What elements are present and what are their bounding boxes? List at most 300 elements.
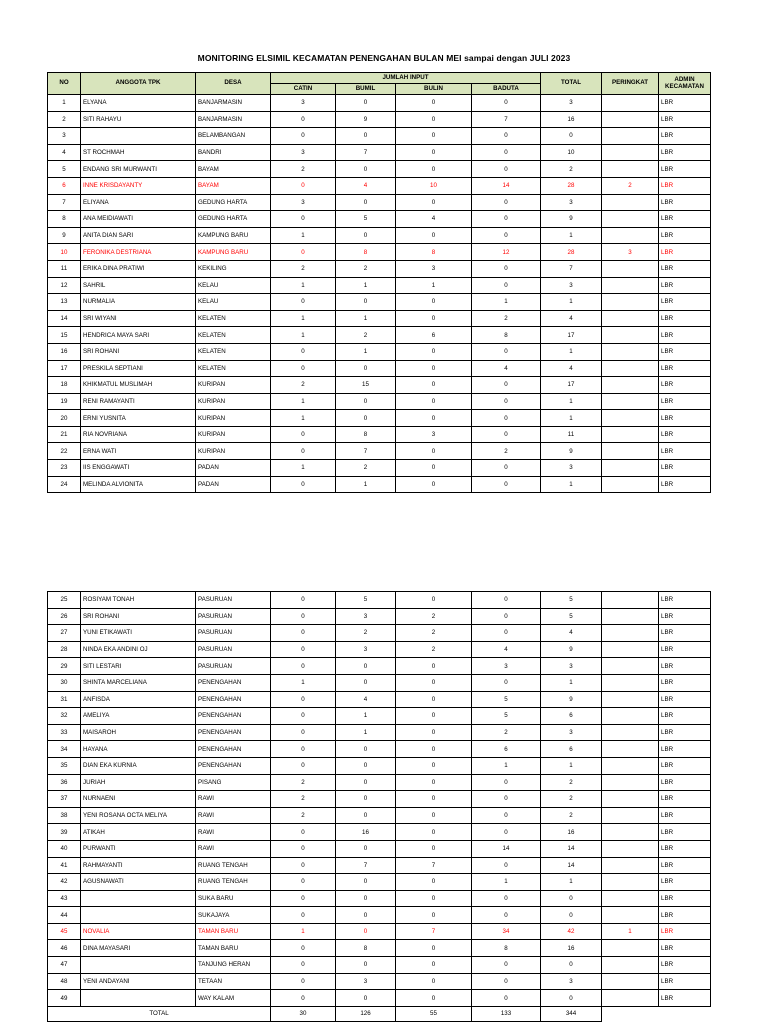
row-baduta: 1: [472, 874, 541, 891]
row-nama: ERNA WATI: [81, 443, 196, 460]
row-desa: RAWI: [196, 824, 271, 841]
row-nama: RAHMAYANTI: [81, 857, 196, 874]
row-total: 0: [541, 128, 602, 145]
row-catin: 0: [271, 443, 336, 460]
row-desa: TAMAN BARU: [196, 923, 271, 940]
row-nama: ATIKAH: [81, 824, 196, 841]
row-nama: NOVALIA: [81, 923, 196, 940]
row-nama: ANFISDA: [81, 691, 196, 708]
row-nama: JURIAH: [81, 774, 196, 791]
row-bulin: 0: [396, 874, 472, 891]
row-catin: 0: [271, 708, 336, 725]
row-bumil: 0: [336, 840, 396, 857]
row-bumil: 0: [336, 95, 396, 112]
row-catin: 1: [271, 393, 336, 410]
row-nama: ST ROCHMAH: [81, 144, 196, 161]
table-row: [48, 691, 711, 708]
row-bumil: 8: [336, 426, 396, 443]
row-catin: 1: [271, 674, 336, 691]
table-body-page1: [48, 95, 711, 493]
row-desa: TANJUNG HERAN: [196, 957, 271, 974]
row-desa: BAYAM: [196, 177, 271, 194]
row-bumil: 0: [336, 890, 396, 907]
row-baduta: 14: [472, 840, 541, 857]
row-desa: KURIPAN: [196, 393, 271, 410]
row-desa: PASURUAN: [196, 625, 271, 642]
row-peringkat: [602, 144, 659, 161]
table-row: [48, 294, 711, 311]
row-admin: LBR: [659, 111, 711, 128]
row-desa: BANJARMASIN: [196, 95, 271, 112]
header-desa: DESA: [196, 73, 271, 95]
row-admin: LBR: [659, 377, 711, 394]
row-no: 1: [48, 95, 81, 112]
row-nama: IIS ENGGAWATI: [81, 460, 196, 477]
row-bulin: 0: [396, 708, 472, 725]
row-total: 0: [541, 957, 602, 974]
row-desa: KURIPAN: [196, 377, 271, 394]
row-nama: [81, 890, 196, 907]
table-row: [48, 310, 711, 327]
row-peringkat: [602, 310, 659, 327]
row-nama: KHIKMATUL MUSLIMAH: [81, 377, 196, 394]
monitoring-table-page1: [47, 72, 711, 493]
row-peringkat: [602, 377, 659, 394]
row-admin: LBR: [659, 973, 711, 990]
row-nama: DIAN EKA KURNIA: [81, 757, 196, 774]
header-total: TOTAL: [541, 73, 602, 95]
row-desa: WAY KALAM: [196, 990, 271, 1007]
row-total: 1: [541, 874, 602, 891]
row-total: 16: [541, 824, 602, 841]
row-bulin: 0: [396, 95, 472, 112]
row-bulin: 0: [396, 360, 472, 377]
row-baduta: 0: [472, 393, 541, 410]
row-catin: 0: [271, 857, 336, 874]
row-desa: BAYAM: [196, 161, 271, 178]
row-bumil: 5: [336, 211, 396, 228]
table-row: [48, 410, 711, 427]
row-catin: 0: [271, 343, 336, 360]
row-bumil: 0: [336, 741, 396, 758]
header-catin: CATIN: [271, 84, 336, 95]
row-peringkat: [602, 211, 659, 228]
row-admin: LBR: [659, 294, 711, 311]
row-baduta: 0: [472, 460, 541, 477]
row-nama: [81, 907, 196, 924]
row-baduta: 2: [472, 443, 541, 460]
row-no: 32: [48, 708, 81, 725]
row-bulin: 0: [396, 890, 472, 907]
total-total: 344: [541, 1006, 602, 1021]
table-row: [48, 211, 711, 228]
row-baduta: 3: [472, 658, 541, 675]
row-admin: LBR: [659, 774, 711, 791]
row-no: 8: [48, 211, 81, 228]
row-nama: INNE KRISDAYANTY: [81, 177, 196, 194]
row-baduta: 0: [472, 592, 541, 609]
row-bumil: 7: [336, 144, 396, 161]
row-baduta: 0: [472, 990, 541, 1007]
row-baduta: 5: [472, 691, 541, 708]
table-row: [48, 128, 711, 145]
row-desa: GEDUNG HARTA: [196, 211, 271, 228]
table-row: [48, 874, 711, 891]
row-no: 13: [48, 294, 81, 311]
row-total: 7: [541, 260, 602, 277]
row-baduta: 0: [472, 476, 541, 493]
row-peringkat: [602, 95, 659, 112]
row-catin: 0: [271, 360, 336, 377]
row-bulin: 0: [396, 774, 472, 791]
table-row: [48, 95, 711, 112]
row-nama: RENI RAMAYANTI: [81, 393, 196, 410]
row-desa: PENENGAHAN: [196, 691, 271, 708]
row-desa: SUKAJAYA: [196, 907, 271, 924]
row-peringkat: [602, 161, 659, 178]
row-peringkat: [602, 940, 659, 957]
row-catin: 1: [271, 923, 336, 940]
row-total: 4: [541, 625, 602, 642]
row-nama: HAYANA: [81, 741, 196, 758]
row-total: 2: [541, 791, 602, 808]
row-bulin: 0: [396, 294, 472, 311]
row-peringkat: [602, 907, 659, 924]
row-admin: LBR: [659, 95, 711, 112]
row-bumil: 2: [336, 327, 396, 344]
document-title: MONITORING ELSIMIL KECAMATAN PENENGAHAN BULAN MEI sampai dengan JULI 2023: [197, 53, 571, 63]
row-peringkat: [602, 957, 659, 974]
row-nama: YUNI ETIKAWATI: [81, 625, 196, 642]
table-row: [48, 724, 711, 741]
header-peringkat: PERINGKAT: [602, 73, 659, 95]
row-peringkat: [602, 774, 659, 791]
row-peringkat: 2: [602, 177, 659, 194]
row-no: 42: [48, 874, 81, 891]
row-admin: LBR: [659, 194, 711, 211]
row-no: 20: [48, 410, 81, 427]
row-catin: 0: [271, 741, 336, 758]
row-no: 24: [48, 476, 81, 493]
row-bulin: 8: [396, 244, 472, 261]
row-admin: LBR: [659, 128, 711, 145]
row-bumil: 0: [336, 757, 396, 774]
row-baduta: 0: [472, 791, 541, 808]
row-baduta: 0: [472, 194, 541, 211]
row-bumil: 1: [336, 476, 396, 493]
row-admin: LBR: [659, 443, 711, 460]
row-peringkat: [602, 641, 659, 658]
row-no: 3: [48, 128, 81, 145]
row-no: 19: [48, 393, 81, 410]
row-baduta: 0: [472, 824, 541, 841]
header-bulin: BULIN: [396, 84, 472, 95]
row-bulin: 2: [396, 641, 472, 658]
row-admin: LBR: [659, 244, 711, 261]
row-total: 0: [541, 907, 602, 924]
row-nama: NURMALIA: [81, 294, 196, 311]
row-nama: RIA NOVRIANA: [81, 426, 196, 443]
row-bumil: 0: [336, 874, 396, 891]
row-bumil: 7: [336, 443, 396, 460]
row-peringkat: [602, 857, 659, 874]
row-bumil: 0: [336, 791, 396, 808]
row-nama: SITI RAHAYU: [81, 111, 196, 128]
row-baduta: 0: [472, 807, 541, 824]
row-bumil: 0: [336, 410, 396, 427]
row-desa: RAWI: [196, 840, 271, 857]
row-catin: 2: [271, 807, 336, 824]
row-bumil: 0: [336, 674, 396, 691]
row-baduta: 5: [472, 708, 541, 725]
row-total: 28: [541, 177, 602, 194]
row-baduta: 0: [472, 907, 541, 924]
row-bulin: 0: [396, 691, 472, 708]
row-total: 2: [541, 807, 602, 824]
row-desa: RUANG TENGAH: [196, 874, 271, 891]
row-no: 2: [48, 111, 81, 128]
row-bulin: 6: [396, 327, 472, 344]
row-bumil: 3: [336, 641, 396, 658]
row-admin: LBR: [659, 211, 711, 228]
row-bumil: 3: [336, 973, 396, 990]
row-total: 3: [541, 724, 602, 741]
row-nama: NURNAENI: [81, 791, 196, 808]
row-total: 1: [541, 393, 602, 410]
table-row: [48, 144, 711, 161]
row-total: 1: [541, 294, 602, 311]
row-bulin: 2: [396, 608, 472, 625]
row-desa: PASURUAN: [196, 592, 271, 609]
row-no: 31: [48, 691, 81, 708]
row-admin: LBR: [659, 426, 711, 443]
table-row: [48, 277, 711, 294]
row-nama: FERONIKA DESTRIANA: [81, 244, 196, 261]
row-baduta: 0: [472, 674, 541, 691]
row-total: 1: [541, 674, 602, 691]
row-peringkat: [602, 194, 659, 211]
row-total: 4: [541, 360, 602, 377]
row-no: 22: [48, 443, 81, 460]
row-admin: LBR: [659, 161, 711, 178]
row-bulin: 7: [396, 857, 472, 874]
row-total: 0: [541, 990, 602, 1007]
row-bulin: 7: [396, 923, 472, 940]
row-total: 42: [541, 923, 602, 940]
row-admin: LBR: [659, 658, 711, 675]
row-total: 1: [541, 410, 602, 427]
row-no: 16: [48, 343, 81, 360]
row-bumil: 2: [336, 625, 396, 642]
row-no: 29: [48, 658, 81, 675]
table-row: [48, 824, 711, 841]
row-baduta: 0: [472, 260, 541, 277]
row-total: 9: [541, 641, 602, 658]
table-row: [48, 840, 711, 857]
row-bumil: 0: [336, 957, 396, 974]
row-bumil: 9: [336, 111, 396, 128]
row-bumil: 0: [336, 161, 396, 178]
row-peringkat: [602, 990, 659, 1007]
row-baduta: 4: [472, 360, 541, 377]
table-row: [48, 990, 711, 1007]
row-no: 39: [48, 824, 81, 841]
row-total: 14: [541, 840, 602, 857]
row-catin: 0: [271, 177, 336, 194]
table-row: [48, 426, 711, 443]
row-desa: RAWI: [196, 791, 271, 808]
row-total: 9: [541, 211, 602, 228]
table-row: [48, 476, 711, 493]
header-baduta: BADUTA: [472, 84, 541, 95]
row-bulin: 0: [396, 840, 472, 857]
table-body-page2: [48, 592, 711, 1007]
row-no: 46: [48, 940, 81, 957]
row-admin: LBR: [659, 177, 711, 194]
table-row: [48, 907, 711, 924]
row-admin: LBR: [659, 741, 711, 758]
row-no: 33: [48, 724, 81, 741]
row-desa: SUKA BARU: [196, 890, 271, 907]
row-nama: NINDA EKA ANDINI OJ: [81, 641, 196, 658]
row-peringkat: [602, 890, 659, 907]
row-peringkat: [602, 460, 659, 477]
row-bulin: 0: [396, 443, 472, 460]
row-bulin: 0: [396, 410, 472, 427]
row-peringkat: [602, 658, 659, 675]
row-catin: 1: [271, 227, 336, 244]
row-no: 18: [48, 377, 81, 394]
row-bulin: 0: [396, 592, 472, 609]
total-row: [48, 1006, 711, 1021]
row-peringkat: [602, 426, 659, 443]
row-no: 37: [48, 791, 81, 808]
row-admin: LBR: [659, 227, 711, 244]
row-peringkat: [602, 443, 659, 460]
row-catin: 0: [271, 691, 336, 708]
row-desa: PADAN: [196, 460, 271, 477]
row-no: 41: [48, 857, 81, 874]
row-admin: LBR: [659, 327, 711, 344]
row-bulin: 0: [396, 111, 472, 128]
row-catin: 1: [271, 460, 336, 477]
table-row: [48, 708, 711, 725]
row-bumil: 2: [336, 260, 396, 277]
row-admin: LBR: [659, 625, 711, 642]
row-desa: KAMPUNG BARU: [196, 227, 271, 244]
row-total: 0: [541, 890, 602, 907]
row-nama: SITI LESTARI: [81, 658, 196, 675]
table-row: [48, 161, 711, 178]
row-no: 26: [48, 608, 81, 625]
row-baduta: 0: [472, 227, 541, 244]
row-desa: KELAU: [196, 277, 271, 294]
row-catin: 0: [271, 973, 336, 990]
row-admin: LBR: [659, 144, 711, 161]
row-baduta: 8: [472, 940, 541, 957]
row-bulin: 0: [396, 128, 472, 145]
row-nama: SRI ROHANI: [81, 343, 196, 360]
row-catin: 0: [271, 476, 336, 493]
row-bumil: 5: [336, 592, 396, 609]
row-nama: AGUSNAWATI: [81, 874, 196, 891]
row-desa: PENENGAHAN: [196, 674, 271, 691]
row-bulin: 0: [396, 973, 472, 990]
row-total: 1: [541, 757, 602, 774]
row-bulin: 0: [396, 741, 472, 758]
row-total: 3: [541, 973, 602, 990]
row-total: 28: [541, 244, 602, 261]
table-row: [48, 592, 711, 609]
row-no: 28: [48, 641, 81, 658]
row-bulin: 1: [396, 277, 472, 294]
row-admin: LBR: [659, 990, 711, 1007]
row-desa: PENENGAHAN: [196, 708, 271, 725]
row-catin: 0: [271, 940, 336, 957]
row-nama: ELIYANA: [81, 194, 196, 211]
row-desa: PENENGAHAN: [196, 724, 271, 741]
row-bulin: 0: [396, 476, 472, 493]
row-total: 16: [541, 940, 602, 957]
row-baduta: 8: [472, 327, 541, 344]
row-admin: LBR: [659, 857, 711, 874]
row-catin: 0: [271, 592, 336, 609]
row-nama: ENDANG SRI MURWANTI: [81, 161, 196, 178]
table-row: [48, 641, 711, 658]
row-total: 9: [541, 443, 602, 460]
row-catin: 0: [271, 824, 336, 841]
row-nama: ANITA DIAN SARI: [81, 227, 196, 244]
row-bumil: 0: [336, 393, 396, 410]
row-bumil: 0: [336, 294, 396, 311]
total-baduta: 133: [472, 1006, 541, 1021]
row-admin: LBR: [659, 277, 711, 294]
row-catin: 3: [271, 144, 336, 161]
row-admin: LBR: [659, 724, 711, 741]
row-bulin: 0: [396, 377, 472, 394]
row-bulin: 3: [396, 260, 472, 277]
row-total: 14: [541, 857, 602, 874]
row-bumil: 0: [336, 128, 396, 145]
row-desa: KEKILING: [196, 260, 271, 277]
row-bulin: 0: [396, 940, 472, 957]
row-peringkat: [602, 724, 659, 741]
row-total: 10: [541, 144, 602, 161]
table-row: [48, 227, 711, 244]
row-baduta: 0: [472, 774, 541, 791]
row-catin: 0: [271, 244, 336, 261]
row-nama: ROSIYAM TONAH: [81, 592, 196, 609]
row-baduta: 6: [472, 741, 541, 758]
row-nama: SRI WIYANI: [81, 310, 196, 327]
row-desa: KELAU: [196, 294, 271, 311]
row-no: 4: [48, 144, 81, 161]
row-admin: LBR: [659, 923, 711, 940]
row-bumil: 15: [336, 377, 396, 394]
table-row: [48, 111, 711, 128]
header-bumil: BUMIL: [336, 84, 396, 95]
row-bulin: 0: [396, 990, 472, 1007]
row-no: 6: [48, 177, 81, 194]
row-bulin: 10: [396, 177, 472, 194]
row-total: 1: [541, 476, 602, 493]
table-row: [48, 460, 711, 477]
table-row: [48, 194, 711, 211]
row-baduta: 0: [472, 625, 541, 642]
row-catin: 2: [271, 161, 336, 178]
row-admin: LBR: [659, 957, 711, 974]
row-bumil: 1: [336, 708, 396, 725]
